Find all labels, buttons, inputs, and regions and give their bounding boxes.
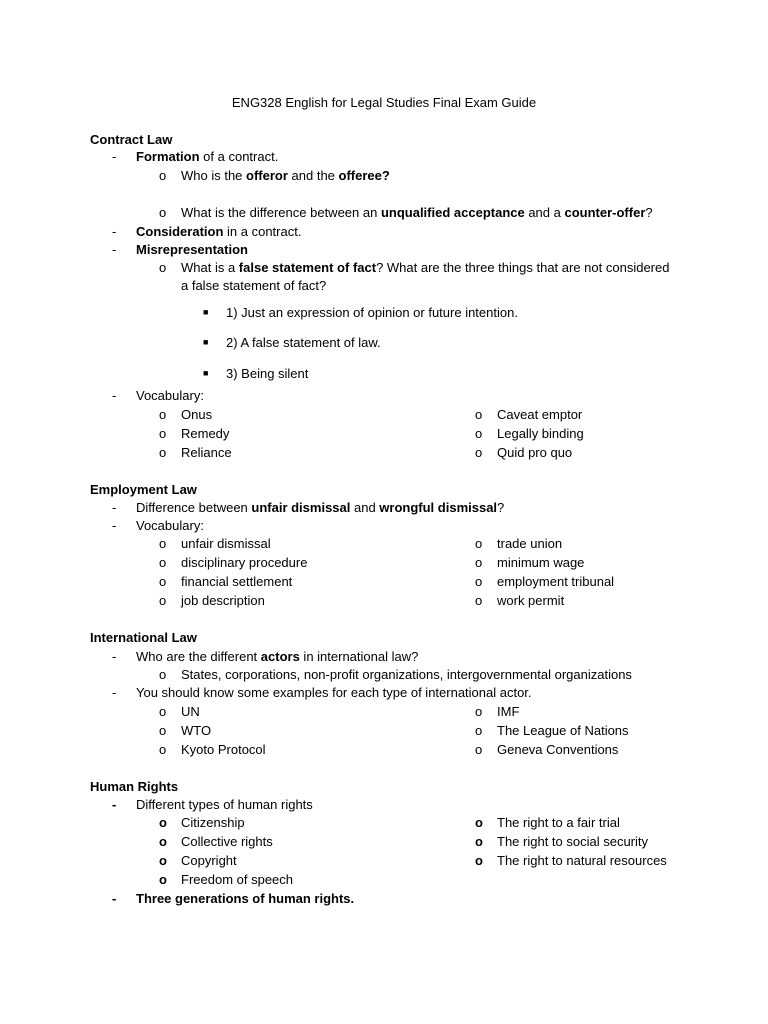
question-text: Who is the [181,168,247,183]
vocab-item: disciplinary procedure [181,555,308,570]
question-text: ? What are the three things that are not considered [376,260,670,275]
circle-bullet: o [159,723,167,738]
item-misrepresentation: Misrepresentation [136,242,248,257]
vocab-item: unfair dismissal [181,536,271,551]
vocab-label: Vocabulary: [136,518,204,533]
square-bullet: ■ [203,307,209,317]
circle-bullet: o [475,723,483,738]
circle-bullet: o [159,853,167,868]
question-text: ? [497,500,505,515]
actor-example: Geneva Conventions [497,742,619,757]
question-text: in international law? [299,649,419,664]
dash-bullet: - [112,891,117,906]
bold-term: offeree? [338,168,390,183]
actor-example: UN [181,704,200,719]
bold-term: counter-offer [564,205,646,220]
dash-bullet: - [112,649,117,664]
circle-bullet: o [159,555,167,570]
circle-bullet: o [159,815,167,830]
vocab-item: Remedy [181,426,230,441]
bold-term: unqualified acceptance [380,205,525,220]
circle-bullet: o [475,834,483,849]
circle-bullet: o [159,168,167,183]
right-item: Freedom of speech [181,872,294,887]
vocab-item: minimum wage [497,555,585,570]
question-text: and the [287,168,339,183]
actor-example: Kyoto Protocol [181,742,266,757]
question-text: Difference between [136,500,252,515]
section-heading-contract-law: Contract Law [90,132,173,147]
question-dismissal [136,500,504,516]
circle-bullet: o [159,445,167,460]
circle-bullet: o [475,426,483,441]
question-text: What is the difference between an [181,205,381,220]
question-offeror [181,168,390,184]
dash-bullet: - [112,149,117,164]
vocab-item: Quid pro quo [497,445,573,460]
bold-term: unfair dismissal [251,500,351,515]
dash-bullet: - [112,685,117,700]
vocab-item: Caveat emptor [497,407,583,422]
square-bullet: ■ [203,368,209,378]
circle-bullet: o [159,872,167,887]
circle-bullet: o [159,593,167,608]
question-text: ? [645,205,653,220]
question-false-statement [181,260,669,276]
question-actors [136,649,418,665]
right-item: The right to social security [497,834,649,849]
bold-term: Consideration [136,224,224,239]
vocab-item: work permit [497,593,565,608]
circle-bullet: o [159,407,167,422]
right-item: Citizenship [181,815,245,830]
section-heading-human-rights: Human Rights [90,779,179,794]
bold-term: wrongful dismissal [379,500,498,515]
circle-bullet: o [475,445,483,460]
circle-bullet: o [475,742,483,757]
vocab-item: Legally binding [497,426,584,441]
circle-bullet: o [159,260,167,275]
circle-bullet: o [475,704,483,719]
actor-example: The League of Nations [497,723,629,738]
circle-bullet: o [475,555,483,570]
right-item: Collective rights [181,834,273,849]
item-formation [136,149,278,165]
bold-term: actors [260,649,300,664]
answer-actors: States, corporations, non-profit organizations, intergovernmental organizations [181,667,632,682]
circle-bullet: o [159,205,167,220]
circle-bullet: o [475,593,483,608]
question-continuation: a false statement of fact? [181,278,327,293]
bold-term: false statement of fact [238,260,377,275]
circle-bullet: o [159,834,167,849]
circle-bullet: o [475,815,483,830]
item-examples: You should know some examples for each type of international actor. [136,685,532,700]
dash-bullet: - [112,797,117,812]
question-text: and a [524,205,565,220]
question-text: What is a [181,260,239,275]
square-bullet: ■ [203,337,209,347]
circle-bullet: o [475,574,483,589]
vocab-item: financial settlement [181,574,293,589]
circle-bullet: o [475,407,483,422]
list-item: 2) A false statement of law. [226,335,381,350]
document-title: ENG328 English for Legal Studies Final Exam Guide [231,95,537,110]
right-item: The right to natural resources [497,853,667,868]
bold-term: offeror [246,168,288,183]
circle-bullet: o [159,742,167,757]
item-generations: Three generations of human rights. [136,891,355,906]
section-heading-employment-law: Employment Law [90,482,197,497]
actor-example: IMF [497,704,520,719]
vocab-item: Reliance [181,445,232,460]
vocab-label: Vocabulary: [136,388,204,403]
vocab-item: Onus [181,407,213,422]
list-item: 1) Just an expression of opinion or future intention. [226,305,518,320]
circle-bullet: o [159,704,167,719]
dash-bullet: - [112,242,117,257]
right-item: The right to a fair trial [497,815,620,830]
circle-bullet: o [159,667,167,682]
vocab-item: trade union [497,536,563,551]
circle-bullet: o [159,574,167,589]
circle-bullet: o [475,536,483,551]
item-types: Different types of human rights [136,797,313,812]
question-text: and [350,500,380,515]
item-text: in a contract. [223,224,302,239]
right-item: Copyright [181,853,237,868]
circle-bullet: o [159,536,167,551]
vocab-item: job description [181,593,265,608]
vocab-item: employment tribunal [497,574,615,589]
question-acceptance [181,205,653,221]
dash-bullet: - [112,224,117,239]
item-consideration [136,224,301,240]
dash-bullet: - [112,388,117,403]
list-item: 3) Being silent [226,366,309,381]
section-heading-international-law: International Law [90,630,197,645]
actor-example: WTO [181,723,212,738]
bold-term: Formation [136,149,200,164]
question-text: Who are the different [136,649,261,664]
dash-bullet: - [112,518,117,533]
circle-bullet: o [159,426,167,441]
dash-bullet: - [112,500,117,515]
circle-bullet: o [475,853,483,868]
item-text: of a contract. [199,149,279,164]
